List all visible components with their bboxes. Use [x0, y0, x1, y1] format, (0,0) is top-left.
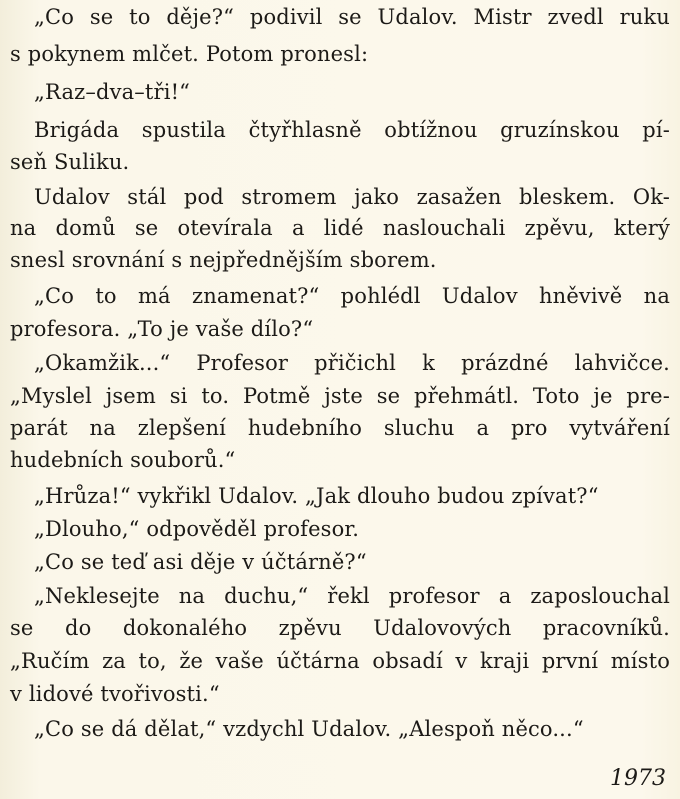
text-line: Udalov stál pod stromem jako zasažen bleskem. Ok- [34, 185, 670, 209]
text-line: parát na zlepšení hudebního sluchu a pro vytváření [10, 416, 670, 440]
text-line: „Raz–dva–tři!“ [34, 80, 191, 104]
text-line: „Neklesejte na duchu,“ řekl profesor a zaposlouchal [34, 584, 670, 608]
text-line: hudebních souborů.“ [10, 448, 236, 472]
text-line: v lidové tvořivosti.“ [10, 682, 220, 706]
text-line: „Co se teď asi děje v účtárně?“ [34, 550, 367, 574]
text-line: s pokynem mlčet. Potom pronesl: [10, 42, 369, 66]
text-line: „Ručím za to, že vaše účtárna obsadí v kraji první místo [10, 649, 670, 673]
text-line: profesora. „To je vaše dílo?“ [10, 317, 314, 341]
text-line: na domů se otevírala a lidé naslouchali zpěvu, který [10, 216, 670, 240]
year-signature: 1973 [610, 766, 666, 791]
text-line: „Dlouho,“ odpověděl profesor. [34, 517, 360, 541]
text-line: „Hrůza!“ vykřikl Udalov. „Jak dlouho budou zpívat?“ [34, 484, 599, 508]
text-line: se do dokonalého zpěvu Udalovových pracovníků. [10, 616, 670, 640]
text-line: Brigáda spustila čtyřhlasně obtížnou gruzínskou pí- [34, 118, 670, 142]
text-line: „Co se dá dělat,“ vzdychl Udalov. „Alespoň něco...“ [34, 717, 584, 741]
text-line: „Co to má znamenat?“ pohlédl Udalov hněvivě na [34, 284, 670, 308]
text-line: seň Suliku. [10, 150, 130, 174]
text-line: „Myslel jsem si to. Potmě jste se přehmátl. Toto je pre- [10, 384, 670, 408]
text-line: „Okamžik...“ Profesor přičichl k prázdné lahvičce. [34, 351, 670, 375]
text-line: snesl srovnání s nejpřednějším sborem. [10, 248, 437, 272]
text-line: „Co se to děje?“ podivil se Udalov. Mistr zvedl ruku [34, 5, 670, 29]
